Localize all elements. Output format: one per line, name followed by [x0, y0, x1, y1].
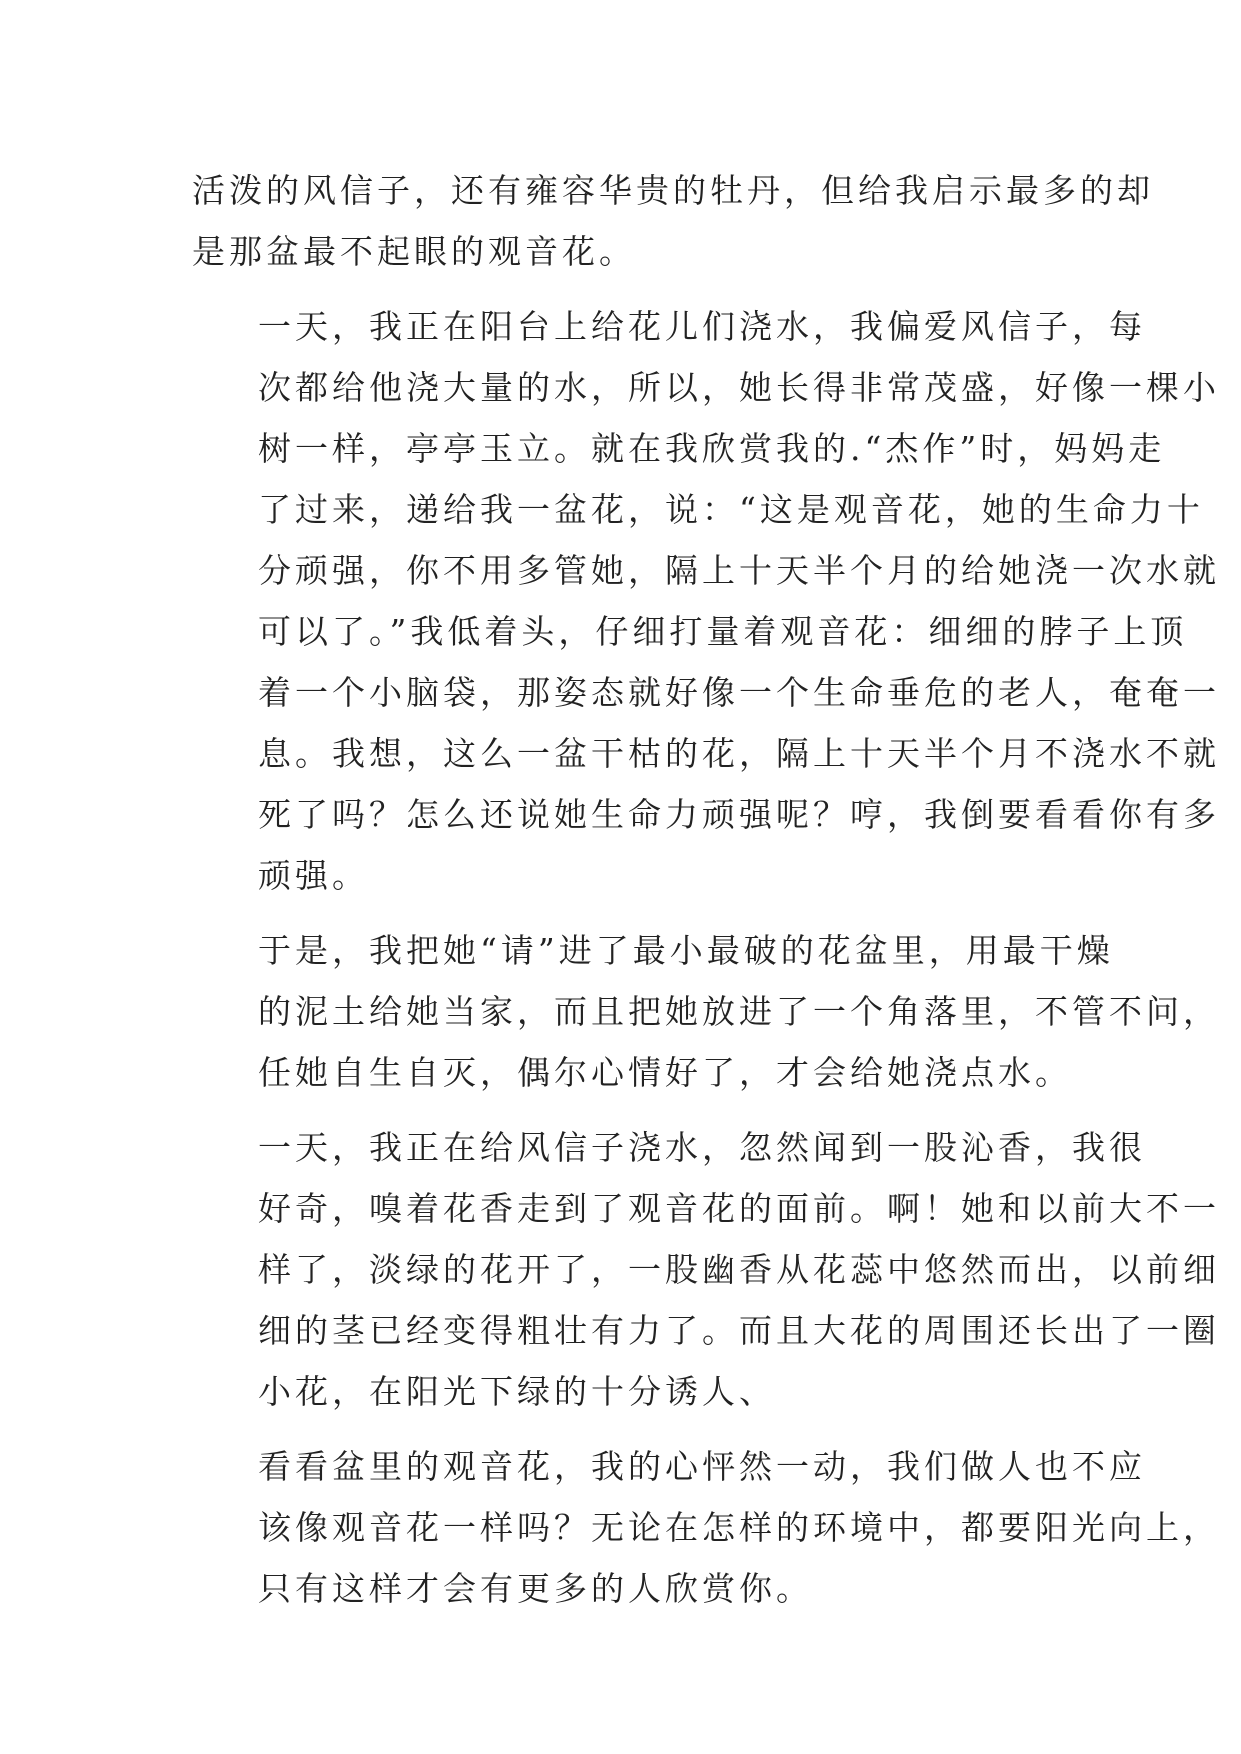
text-line: 活泼的风信子，还有雍容华贵的牡丹，但给我启示最多的却 — [192, 171, 1154, 210]
text-line: 只有这样才会有更多的人欣赏你。 — [258, 1569, 813, 1608]
text-line: 的泥土给她当家，而且把她放进了一个角落里，不管不问， — [258, 992, 1220, 1031]
text-line: 树一样，亭亭玉立。就在我欣赏我的.“杰作”时，妈妈走 — [258, 429, 1166, 468]
text-line: 细的茎已经变得粗壮有力了。而且大花的周围还长出了一圈 — [258, 1311, 1220, 1350]
text-line: 了过来，递给我一盆花，说：“这是观音花，她的生命力十 — [258, 490, 1204, 529]
text-line: 一天，我正在阳台上给花儿们浇水，我偏爱风信子，每 — [258, 307, 1146, 346]
paragraph-1 — [192, 160, 1154, 282]
text-line: 着一个小脑袋，那姿态就好像一个生命垂危的老人，奄奄一 — [258, 673, 1220, 712]
paragraph-4 — [192, 1117, 1220, 1422]
text-line: 一天，我正在给风信子浇水，忽然闻到一股沁香，我很 — [258, 1128, 1146, 1167]
text-line: 任她自生自灭，偶尔心情好了，才会给她浇点水。 — [258, 1053, 1072, 1092]
text-line: 小花，在阳光下绿的十分诱人、 — [258, 1372, 776, 1411]
text-line: 看看盆里的观音花，我的心怦然一动，我们做人也不应 — [258, 1447, 1146, 1486]
paragraph-2 — [192, 296, 1220, 906]
paragraph-3 — [192, 920, 1220, 1103]
text-line: 于是，我把她“请”进了最小最破的花盆里，用最干燥 — [258, 931, 1114, 970]
text-line: 息。我想，这么一盆干枯的花，隔上十天半个月不浇水不就 — [258, 734, 1220, 773]
text-line: 可以了。”我低着头，仔细打量着观音花：细细的脖子上顶 — [258, 612, 1188, 651]
text-line: 分顽强，你不用多管她，隔上十天半个月的给她浇一次水就 — [258, 551, 1220, 590]
text-line: 顽强。 — [258, 856, 369, 895]
article-body — [192, 160, 1220, 1619]
text-line: 该像观音花一样吗？无论在怎样的环境中，都要阳光向上， — [258, 1508, 1220, 1547]
paragraph-5 — [192, 1436, 1220, 1619]
text-line: 次都给他浇大量的水，所以，她长得非常茂盛，好像一棵小 — [258, 368, 1220, 407]
text-line: 是那盆最不起眼的观音花。 — [192, 232, 636, 271]
text-line: 样了，淡绿的花开了，一股幽香从花蕊中悠然而出，以前细 — [258, 1250, 1220, 1289]
text-line: 好奇，嗅着花香走到了观音花的面前。啊！她和以前大不一 — [258, 1189, 1220, 1228]
text-line: 死了吗？怎么还说她生命力顽强呢？哼，我倒要看看你有多 — [258, 795, 1220, 834]
